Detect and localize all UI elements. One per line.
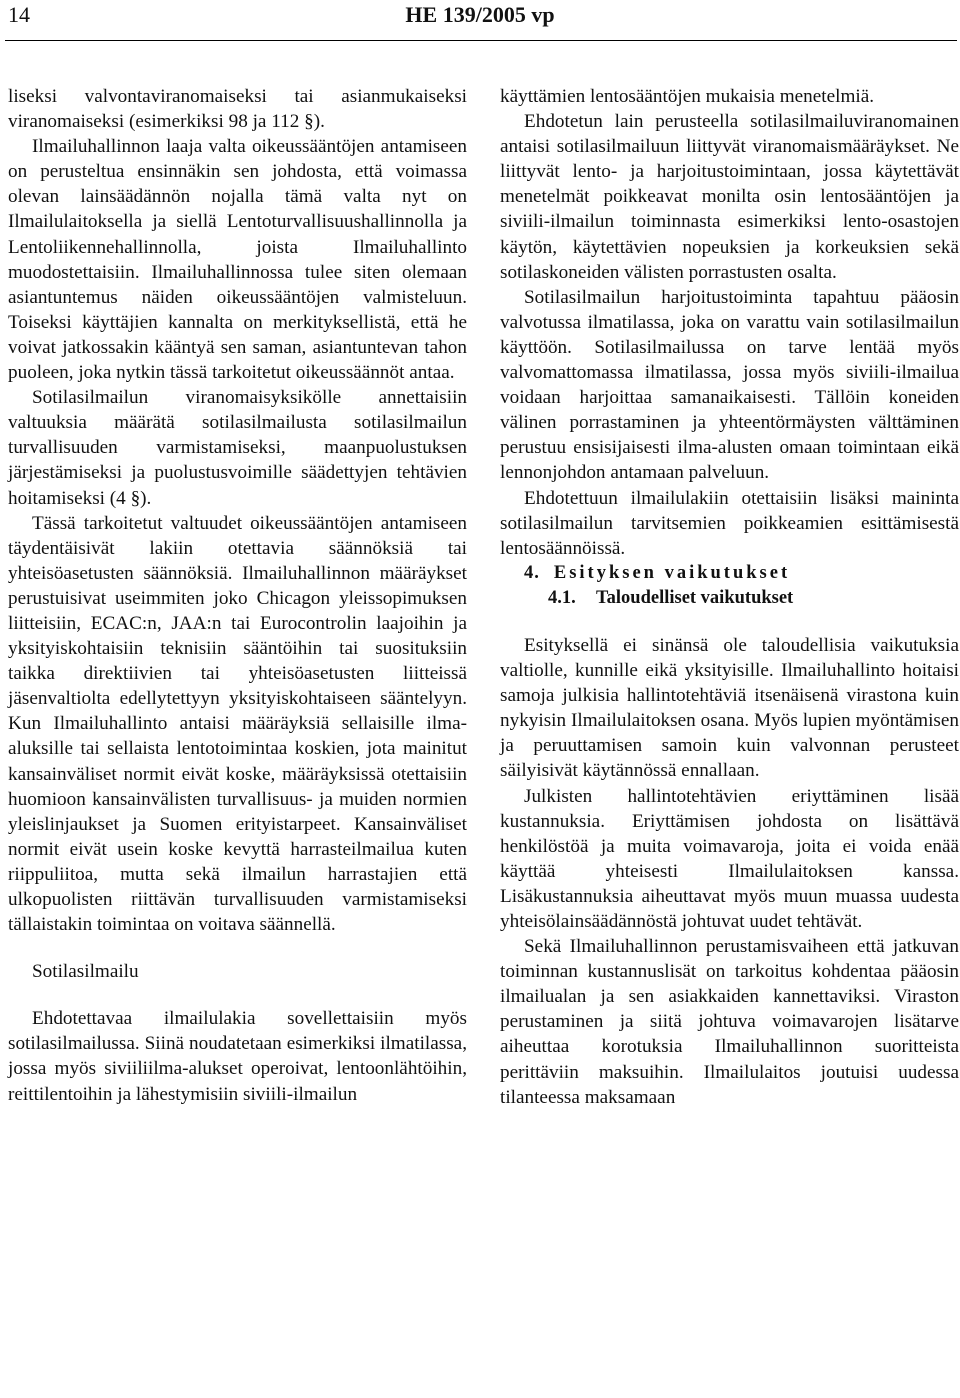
page-header — [0, 0, 960, 30]
subheading-sotilasilmailu: Sotilasilmailu — [32, 961, 139, 983]
paragraph: Sotilasilmailun harjoitustoiminta tapahtuu pääosin valvotussa ilmatilassa, joka on varattu vain sotilasilmailun käyttöön. Sotilasilmailussa on tarve lentää myös valvomattomassa ilmatilassa, jossa myös siviili-ilmailua voidaan harjoittaa samanaikaisesti. Tällöin koneiden välinen porrastaminen ja yhteentörmäysten välttäminen perustuu ensisijaisesti ilma-alusten omaan toimintaan eikä lennonjohdon antamaan palveluun. — [500, 286, 959, 484]
paragraph: liseksi valvontaviranomaiseksi tai asianmukaiseksi viranomaiseksi (esimerkiksi 98 ja 112 §). — [8, 86, 467, 133]
right-column — [500, 84, 959, 1110]
paragraph: Tässä tarkoitetut valtuudet oikeussääntöjen antamiseen täydentäisivät lakiin otettavia säännöksiä tai yhteisöasetusten säännöksiä. Ilmailuhallinnon määräykset perustuisivat useimmiten joko Chicagon yleissopimuksen liitteisiin, ECAC:n, JAA:n tai Eurocontrolin laajoihin ja yksityiskohtaisiin teknisiin sääntöihin tai suosituksiin taikka direktiivien tai yhteisöasetusten liitteissä jäsenvaltiolta edellytettyyn yksityiskohtaiseen sääntelyyn. Kun Ilmailuhallinto antaisi määräyksiä sellaisille ilma-aluksille tai sellaista lentotoimintaa koskien, jota mainitut kansainväliset normit eivät koske, määräyksissä otettaisiin huomioon kansainvälisten turvallisuus- ja muiden normien yleislinjaukset ja Suomen erityistarpeet. Kansainväliset normit eivät usein koske kevyttä harrasteilmailua kuten riippuliitoa, mutta sekä ilmailun harrastajien että ulkopuolisten riittävän turvallisuuden varmistamiseksi tällaistakin toimintaa on voitava säännellä. — [8, 512, 467, 936]
paragraph: Ilmailuhallinnon laaja valta oikeussääntöjen antamiseen on perusteltua ensinnäkin sen johdosta, että voimassa olevan lainsäädännön nojalla tämä valta nyt on Ilmailulaitoksella ja siellä Lentoturvallisuushallinnolla ja Lentoliikennehallinnolla, joista Ilmailuhallinto muodostettaisiin. Ilmailuhallinnossa tulee siten olemaan asiantuntemus näiden oikeussääntöjen valmisteluun. Toiseksi käyttäjien kannalta on merkityksellistä, että he voivat jatkossakin kääntyä sen saman, asiantuntevan tahon puoleen, joka nytkin tässä tarkoitetut oikeussäännöt antaa. — [8, 136, 467, 384]
subsection-number: 4.1. — [548, 587, 576, 608]
left-column — [8, 84, 467, 1107]
subsection-heading — [500, 586, 959, 611]
section-title: Esityksen vaikutukset — [553, 562, 791, 583]
paragraph: Sekä Ilmailuhallinnon perustamisvaiheen että jatkuvan toiminnan kustannuslisät on tarkoitus kohdentaa pääosin ilmailualan ja sen asiakkaiden kannettaviksi. Viraston perustaminen ja siitä johtuva voimavarojen lisätarve aiheuttaa korotuksia Ilmailuhallinnon suoritteista perittäviin maksuihin. Ilmailulaitos joutuisi uudessa tilanteessa maksamaan — [500, 936, 959, 1108]
paragraph: Esityksellä ei sinänsä ole taloudellisia vaikutuksia valtiolle, kunnille eikä yksityisille. Ilmailuhallinto hoitaisi samoja julkisia hallintotehtäviä itsenäisenä virastona kuin nykyisin Ilmailulaitoksen osana. Myös lupien myöntämisen ja peruuttamisen samoin kuin valvonnan perusteet säilyisivät käytännössä ennallaan. — [500, 634, 959, 782]
page-number: 14 — [8, 2, 30, 27]
paragraph: Ehdotettavaa ilmailulakia sovellettaisiin myös sotilasilmailussa. Siinä noudatetaan esimerkiksi ilmatilassa, jossa myös siviiliilma-alukset operoivat, lentoonlähtöihin, reittilentoihin ja lähestymisiin siviili-ilmailun — [8, 1008, 467, 1105]
document-id: HE 139/2005 vp — [405, 2, 555, 27]
section-heading — [500, 561, 959, 586]
paragraph: Ehdotetun lain perusteella sotilasilmailuviranomainen antaisi sotilasilmailuun liittyvät viranomaismääräykset. Ne liittyvät lento- ja harjoitustoimintaan, jossa käytettävät menetelmät poikkeavat monilta osin lentosääntöjen ja siviili-ilmailun toiminnasta esimerkiksi lento-osastojen käytön, käytettävien nopeuksien ja korkeuksien sekä sotilaskoneiden välisten porrastusten osalta. — [500, 111, 959, 283]
section-number: 4. — [524, 562, 540, 583]
paragraph: Ehdotettuun ilmailulakiin otettaisiin lisäksi maininta sotilasilmailun tarvitsemien poikkeamien esittämisestä lentosäännöissä. — [500, 487, 959, 559]
subsection-title: Taloudelliset vaikutukset — [596, 587, 794, 608]
paragraph: käyttämien lentosääntöjen mukaisia menetelmiä. — [500, 86, 875, 107]
paragraph: Julkisten hallintotehtävien eriyttäminen lisää kustannuksia. Eriyttämisen johdosta on lisättävä henkilöstöä ja muita voimavaroja, joita ei voida enää käyttää yhteisesti Ilmailulaitoksen kanssa. Lisäkustannuksia aiheuttavat myös muun muassa uudesta yhteisölainsäädännöstä johtuvat uudet tehtävät. — [500, 785, 959, 932]
paragraph: Sotilasilmailun viranomaisyksikölle annettaisiin valtuuksia määrätä sotilasilmailusta sotilasilmailun turvallisuuden varmistamiseksi, maanpuolustuksen järjestämiseksi ja puolustusvoimille säädettyjen tehtävien hoitamiseksi (4 §). — [8, 387, 467, 509]
header-rule — [5, 40, 957, 41]
